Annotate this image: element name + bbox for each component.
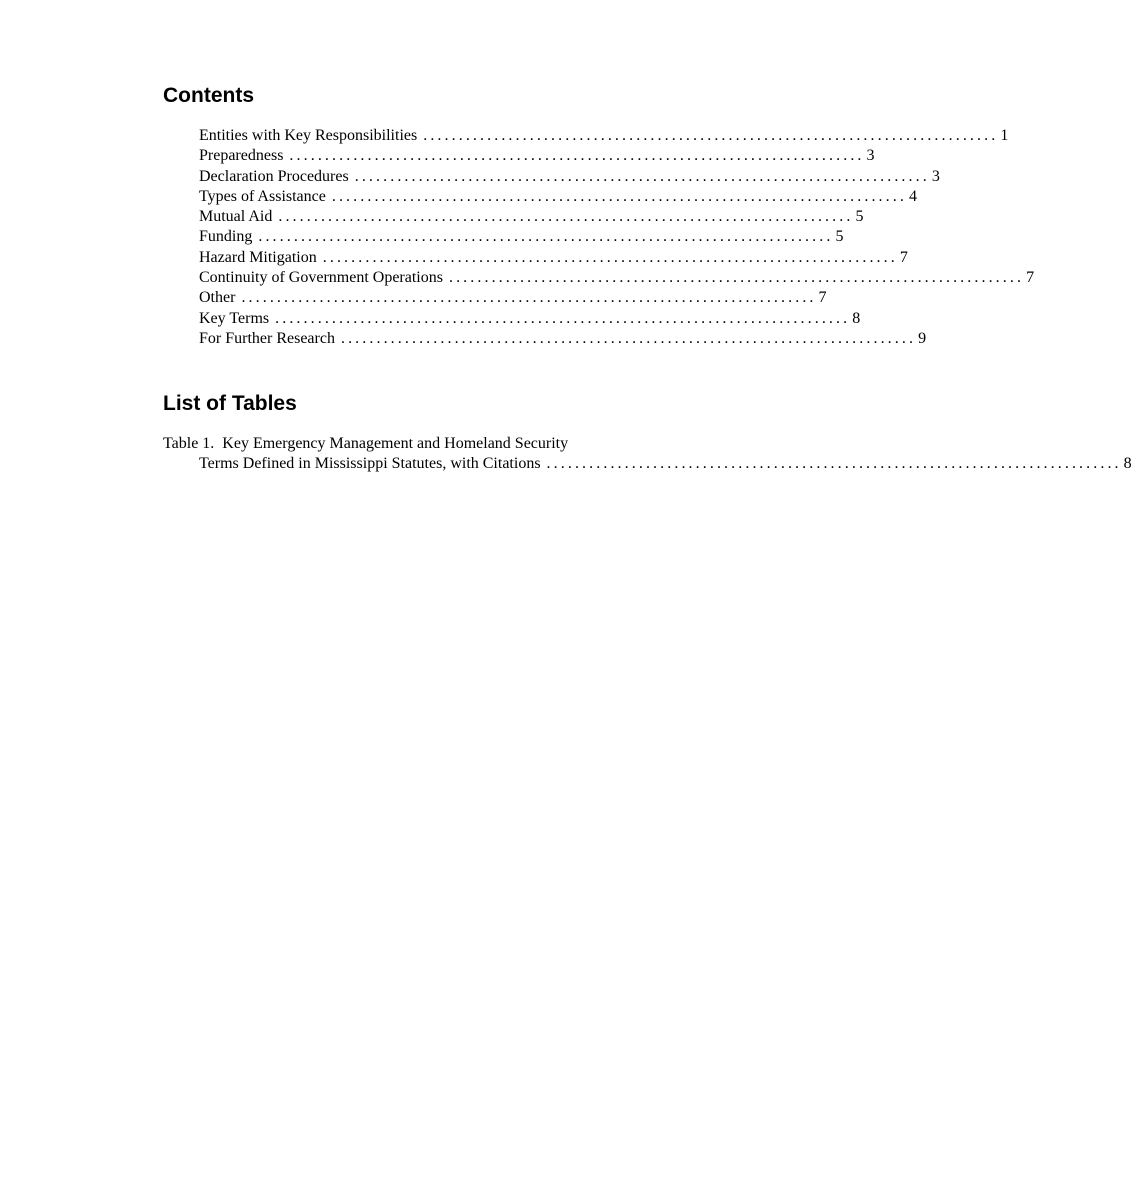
toc-entry[interactable] xyxy=(199,167,940,187)
toc-entry-page: 7 xyxy=(1026,269,1035,287)
list-of-tables-heading: List of Tables xyxy=(163,392,297,415)
toc-entry-label: For Further Research xyxy=(199,329,335,347)
dot-leader: ................................................................................. xyxy=(278,208,854,226)
dot-leader: ................................................................................. xyxy=(423,127,999,144)
dot-leader: ................................................................................. xyxy=(546,455,1122,473)
toc-entry[interactable] xyxy=(199,329,927,349)
toc-entry-page: 3 xyxy=(931,167,940,185)
toc-entry-page: 7 xyxy=(818,289,827,307)
dot-leader: ................................................................................. xyxy=(289,147,865,165)
toc-entry-label: Hazard Mitigation xyxy=(199,248,317,266)
dot-leader: ................................................................................. xyxy=(275,309,851,327)
toc-entry[interactable] xyxy=(199,146,875,166)
toc-entry[interactable] xyxy=(199,227,844,247)
toc-entry[interactable] xyxy=(199,309,861,329)
table-entry-page: 8 xyxy=(1123,455,1132,473)
toc-entry-label: Continuity of Government Operations xyxy=(199,269,443,287)
toc-entry-label: Mutual Aid xyxy=(199,208,273,226)
list-of-tables xyxy=(163,434,1132,475)
toc-entry-page: 8 xyxy=(852,309,861,327)
toc-entry-label: Preparedness xyxy=(199,147,284,165)
toc-entry[interactable] xyxy=(199,248,908,268)
toc-entry-label: Declaration Procedures xyxy=(199,167,349,185)
toc-entry-page: 1 xyxy=(1000,127,1009,144)
toc-entry[interactable] xyxy=(199,288,827,308)
dot-leader: ................................................................................. xyxy=(322,248,898,266)
toc-entry-label: Key Terms xyxy=(199,309,270,327)
dot-leader: ................................................................................. xyxy=(331,187,907,205)
toc-entry-label: Entities with Key Responsibilities xyxy=(199,127,418,144)
table-entry-label-line1: Table 1. Key Emergency Management and Homeland Security xyxy=(163,435,569,452)
toc-entry[interactable] xyxy=(199,126,1009,146)
toc-entry-page: 5 xyxy=(835,228,844,246)
toc-entry[interactable] xyxy=(199,207,864,227)
dot-leader: ................................................................................. xyxy=(241,289,817,307)
toc-entry-page: 9 xyxy=(918,329,927,347)
contents-heading: Contents xyxy=(163,84,254,107)
toc-entry-label: Types of Assistance xyxy=(199,187,326,205)
toc-entry-label: Funding xyxy=(199,228,253,246)
dot-leader: ................................................................................. xyxy=(448,269,1025,287)
dot-leader: ................................................................................. xyxy=(258,228,834,246)
table-entry[interactable] xyxy=(163,434,1132,475)
toc-entry[interactable] xyxy=(199,187,917,207)
dot-leader: ................................................................................. xyxy=(354,167,930,185)
contents-list xyxy=(199,126,1035,349)
toc-entry-page: 4 xyxy=(908,187,917,205)
toc-entry-page: 3 xyxy=(866,147,875,165)
toc-entry[interactable] xyxy=(199,268,1035,288)
table-entry-label-line2: Terms Defined in Mississippi Statutes, with Citations xyxy=(199,455,541,473)
dot-leader: ................................................................................. xyxy=(340,329,917,347)
toc-entry-label: Other xyxy=(199,289,236,307)
toc-entry-page: 7 xyxy=(899,248,908,266)
toc-entry-page: 5 xyxy=(855,208,864,226)
